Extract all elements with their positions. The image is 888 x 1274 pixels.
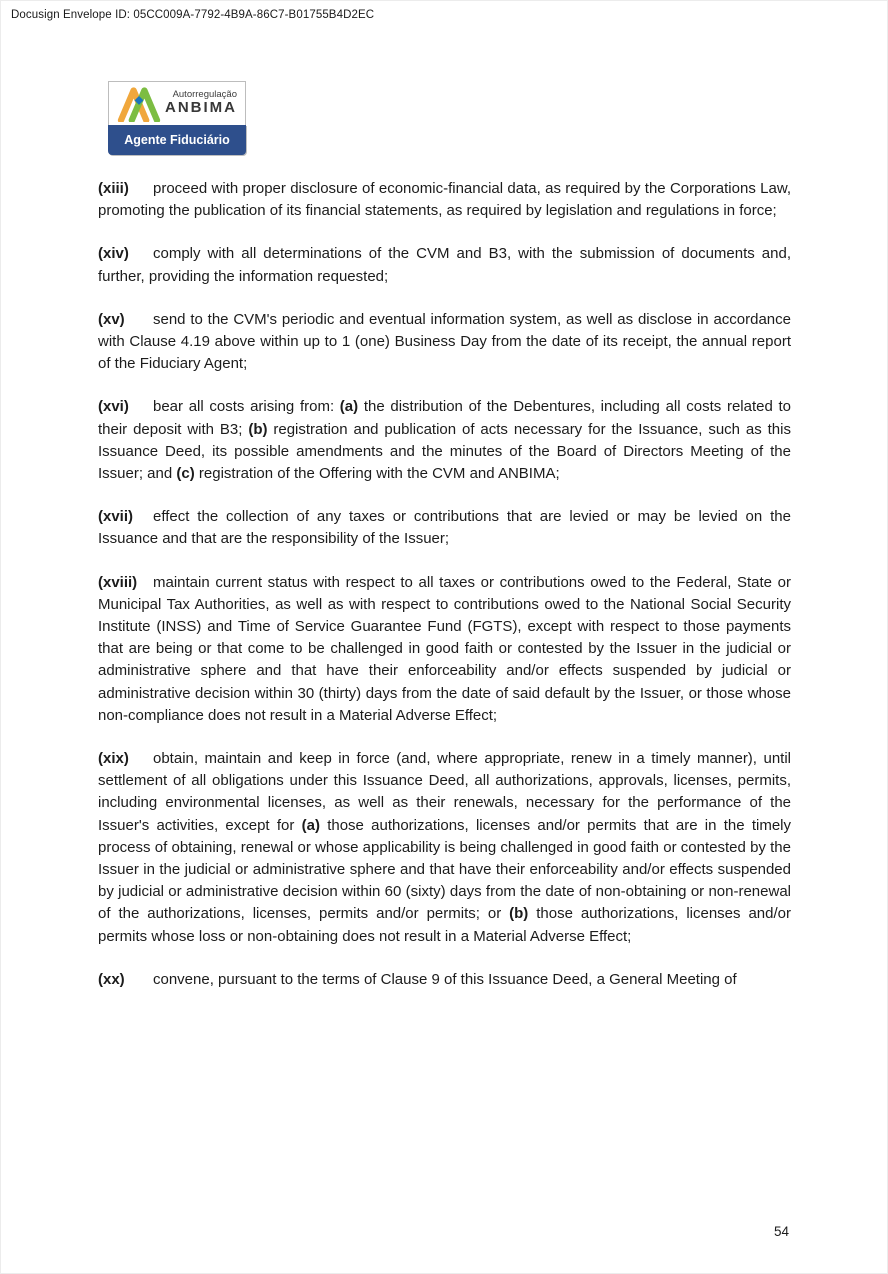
clause-item-marker: (b) bbox=[509, 905, 529, 923]
anbima-brand-label: ANBIMA bbox=[165, 99, 237, 117]
clause-paragraph-xix bbox=[98, 748, 791, 948]
anbima-logo-mark-icon bbox=[117, 86, 161, 122]
clause-item-marker: (a) bbox=[339, 398, 359, 416]
clause-paragraph-xvii bbox=[98, 506, 791, 550]
clause-text: those authorizations, licenses and/or permits that are in the timely process of obtaining, renewal or whose applicability is being challenged in good faith or contested by the Issuer in the judicial or administrative sphere and that have their enforceability and/or effects suspended by judicial or administrative decision within 60 (sixty) days from the date of non-obtaining or non-renewal of the authorizations, licenses, permits and/or permits; or bbox=[98, 816, 792, 923]
clause-label: (xviii) bbox=[98, 573, 138, 591]
page-number: 54 bbox=[773, 1224, 789, 1239]
anbima-logo-text bbox=[161, 90, 239, 117]
clause-text: convene, pursuant to the terms of Clause 9 of this Issuance Deed, a General Meeting of bbox=[153, 970, 737, 988]
clause-text: registration of the Offering with the CVM and ANBIMA; bbox=[194, 465, 560, 483]
clause-label: (xix) bbox=[98, 750, 129, 768]
clause-label: (xiii) bbox=[98, 180, 129, 197]
clause-item-marker: (c) bbox=[176, 465, 195, 483]
clause-paragraph-xvi bbox=[98, 396, 791, 485]
clause-label: (xx) bbox=[98, 970, 125, 988]
clause-paragraph-xviii bbox=[98, 572, 791, 727]
docusign-envelope-id: Docusign Envelope ID: 05CC009A-7792-4B9A-86C7-B01755B4D2EC bbox=[11, 9, 375, 21]
anbima-fiduciary-agent-seal bbox=[108, 81, 246, 155]
clause-text: registration and publication of acts necessary for the Issuance, such as this Issuance Deed, its possible amendments and the minutes of the Board of Directors Meeting of the Issuer; and bbox=[98, 420, 791, 483]
clause-item-marker: (b) bbox=[248, 420, 268, 438]
clause-paragraph-xx bbox=[98, 969, 791, 991]
clause-text: maintain current status with respect to all taxes or contributions owed to the Federal, State or Municipal Tax Authorities, as well as with respect to contributions owed to the National Social Security Institute (INSS) and Time of Service Guarantee Fund (FGTS), except with respect to those payments that are being or that come to be challenged in good faith or contested by the Issuer in the judicial or administrative sphere and that have their enforceability and/or effects suspended by judicial or administrative decision within 30 (thirty) days from the date of said default by the Issuer, or those whose non-compliance does not result in a Material Adverse Effect; bbox=[98, 573, 791, 724]
agente-fiduciario-banner: Agente Fiduciário bbox=[108, 125, 246, 155]
clause-text: those authorizations, licenses and/or permits whose loss or non-obtaining does not result in a Material Adverse Effect; bbox=[98, 905, 791, 945]
anbima-seal-top bbox=[108, 81, 246, 125]
clause-text: effect the collection of any taxes or contributions that are levied or may be levied on the Issuance and that are the responsibility of the Issuer; bbox=[98, 508, 791, 548]
clause-item-marker: (a) bbox=[301, 816, 320, 834]
clause-text: comply with all determinations of the CVM and B3, with the submission of documents and, further, providing the information requested; bbox=[98, 245, 791, 285]
clause-label: (xiv) bbox=[98, 245, 129, 263]
clause-label: (xv) bbox=[98, 310, 125, 328]
anbima-autorregulacao-label: Autorregulação bbox=[172, 89, 237, 101]
clause-text: obtain, maintain and keep in force (and, where appropriate, renew in a timely manner), until settlement of all obligations under this Issuance Deed, all authorizations, approvals, licenses, permits, including environmental licenses, as well as their renewals, necessary for the performance of the Issuer's activities, except for bbox=[98, 750, 791, 834]
clause-label: (xvi) bbox=[98, 398, 129, 416]
clause-text: send to the CVM's periodic and eventual information system, as well as disclose in accordance with Clause 4.19 above within up to 1 (one) Business Day from the date of its receipt, the annual report of the Fiduciary Agent; bbox=[98, 310, 791, 373]
clause-paragraph-xiv bbox=[98, 243, 791, 287]
clause-label: (xvii) bbox=[98, 508, 134, 526]
clause-paragraph-xiii bbox=[98, 178, 791, 222]
clause-text: bear all costs arising from: bbox=[153, 398, 340, 416]
clause-text: proceed with proper disclosure of economic-financial data, as required by the Corporations Law, promoting the publication of its financial statements, as required by legislation and regulations in force; bbox=[98, 180, 791, 220]
clause-text: the distribution of the Debentures, including all costs related to their deposit with B3; bbox=[98, 398, 791, 438]
clauses-body bbox=[98, 178, 791, 1012]
clause-paragraph-xv bbox=[98, 309, 791, 376]
